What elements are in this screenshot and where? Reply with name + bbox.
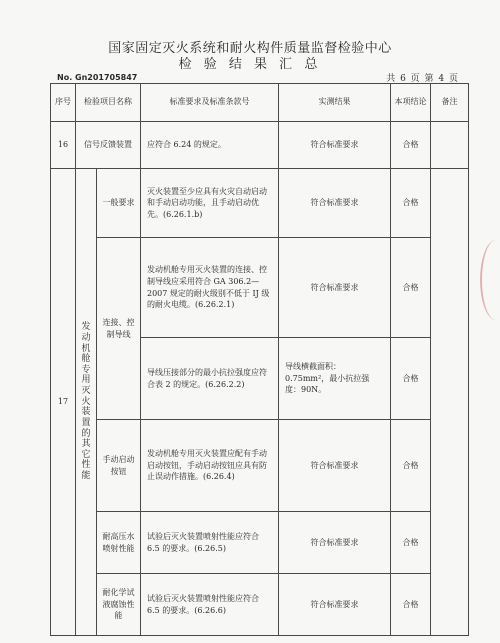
header-seq: 序号 [51,84,76,122]
row17-seq: 17 [51,169,76,636]
row16-conclusion: 合格 [391,122,431,169]
summary-title: 检 验 结 果 汇 总 [178,57,322,72]
header-item: 检验项目名称 [76,84,141,122]
sub-requirement-tensile: 导线压接部分的最小抗拉强度应符合表 2 的规定。(6.26.2.2) [141,338,279,420]
row16-item: 信号反馈装置 [76,122,141,169]
header-conclusion: 本项结论 [391,84,431,122]
institution-title: 国家固定灭火系统和耐火构件质量监督检验中心 [108,41,392,56]
table-row [51,512,469,574]
sub-result-water-jet: 符合标准要求 [279,512,391,574]
inspection-results-table [50,83,469,636]
row16-seq: 16 [51,122,76,169]
table-row [51,238,469,338]
sub-item-chemical: 耐化学试液腐蚀性能 [97,574,141,636]
row16-requirement: 应符合 6.24 的规定。 [141,122,279,169]
sub-requirement-manual-button: 发动机舱专用灭火装置应配有手动启动按钮，手动启动按钮应具有防止误动作措施。(6.26.4) [141,420,279,512]
table-row [51,420,469,512]
sub-result-manual-button: 符合标准要求 [279,420,391,512]
header-requirement: 标准要求及标准条款号 [141,84,279,122]
sub-requirement-chemical: 试验后灭火装置喷射性能应符合 6.5 的要求。(6.26.6) [141,574,279,636]
sub-conclusion-manual-button: 合格 [391,420,431,512]
sub-result-wiring: 符合标准要求 [279,238,391,338]
sub-item-wiring: 连接、控制导线 [97,238,141,420]
table-row [51,574,469,636]
sub-requirement-wiring: 发动机舱专用灭火装置的连接、控制导线应采用符合 GA 306.2—2007 规定的耐火级别不低于 IJ 级的耐火电缆。(6.26.2.1) [141,238,279,338]
sub-requirement-water-jet: 试验后灭火装置喷射性能应符合 6.5 的要求。(6.26.5) [141,512,279,574]
sub-item-manual-button: 手动启动按钮 [97,420,141,512]
table-row [51,169,469,238]
sub-conclusion-general: 合格 [391,169,431,238]
sub-conclusion-tensile: 合格 [391,338,431,420]
row16-result: 符合标准要求 [279,122,391,169]
row17-remark [431,169,469,636]
sub-result-tensile: 导线横截面积：0.75mm²，最小抗拉强度：90N。 [279,338,391,420]
sub-requirement-general: 灭火装置至少应具有火灾自动启动和手动启动功能，且手动启动优先。(6.26.1.b) [141,169,279,238]
sub-item-general: 一般要求 [97,169,141,238]
sub-conclusion-wiring: 合格 [391,238,431,338]
report-number: No. Gn201705847 [57,73,138,82]
header-result: 实测结果 [279,84,391,122]
sub-conclusion-chemical: 合格 [391,574,431,636]
sub-result-general: 符合标准要求 [279,169,391,238]
row16-remark [431,122,469,169]
header-remark: 备注 [431,84,469,122]
sub-conclusion-water-jet: 合格 [391,512,431,574]
sub-item-water-jet: 耐高压水喷射性能 [97,512,141,574]
table-row [51,122,469,169]
red-seal-stamp [480,240,500,320]
table-header-row [51,84,469,122]
row17-group: 发动机舱专用灭火装置的其它性能 [76,169,97,636]
sub-result-chemical: 符合标准要求 [279,574,391,636]
page-info: 共 6 页 第 4 页 [386,74,458,84]
